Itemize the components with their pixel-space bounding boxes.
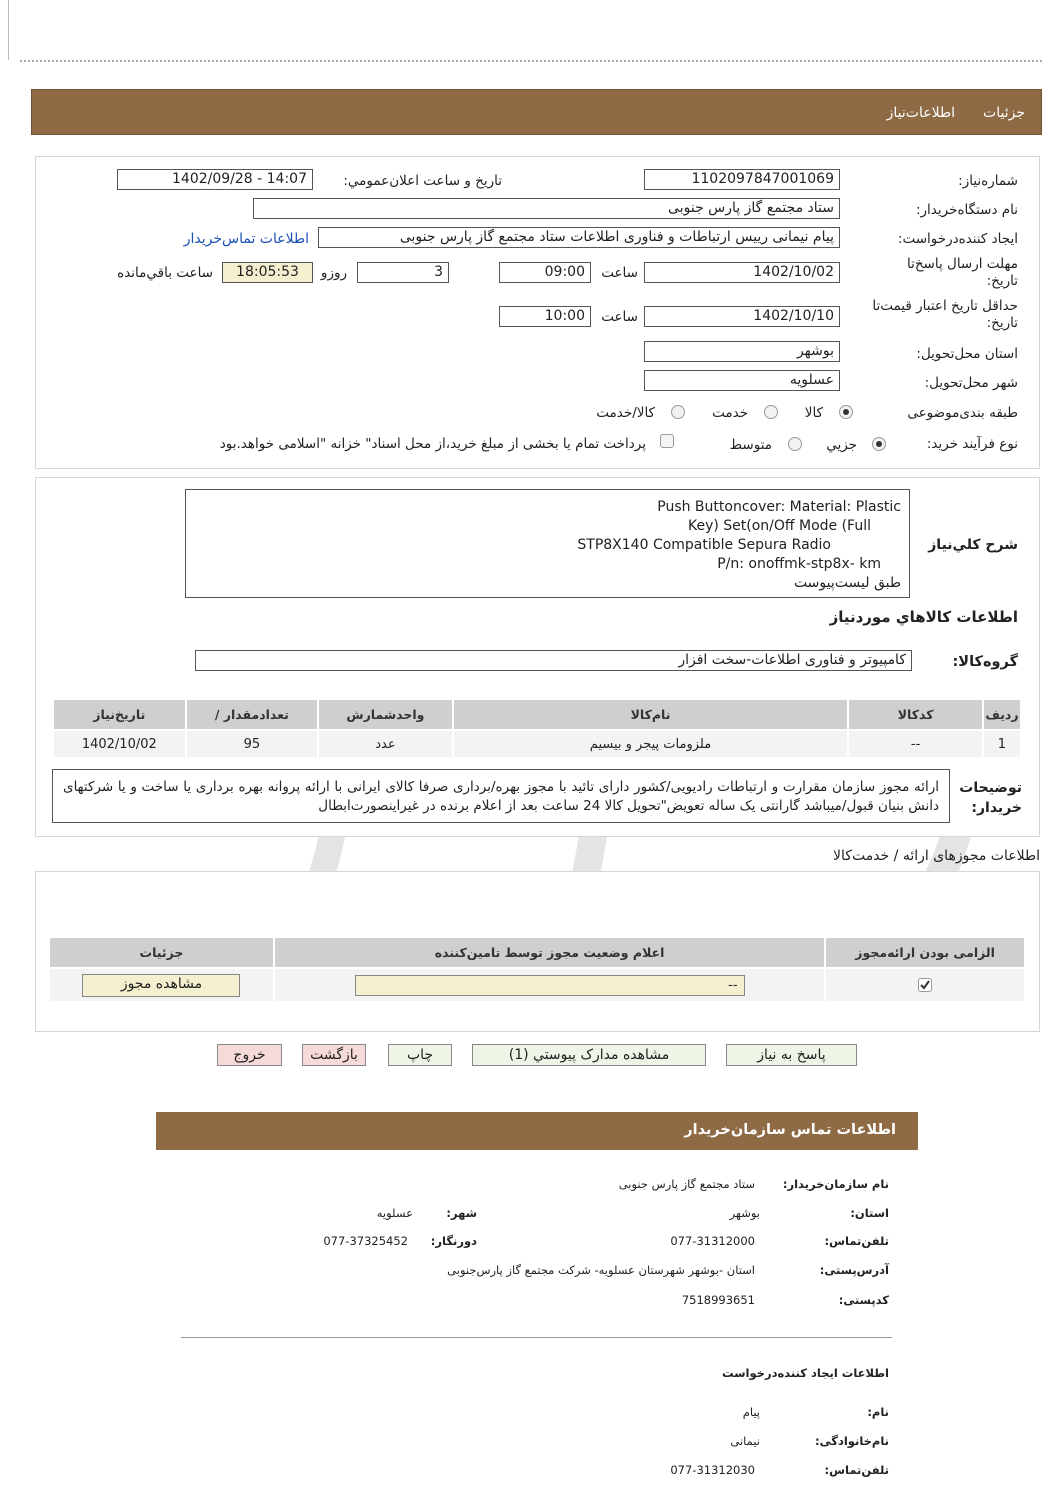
contact-header-bar xyxy=(156,1112,918,1150)
summary-line: طبق لیست‌پیوست xyxy=(793,575,901,591)
summary-line: Push Buttoncover: Material: Plastic xyxy=(657,499,901,515)
view-license-button[interactable]: مشاهده مجوز xyxy=(82,974,240,997)
attachments-button[interactable]: مشاهده مدارک پيوستي (1) xyxy=(472,1044,706,1066)
contact-title: اطلاعات تماس سازمان‌خريدار xyxy=(684,1122,896,1138)
creator-name-label: نام: xyxy=(867,1405,889,1419)
check-icon xyxy=(919,979,931,991)
summary-line: P/n: onoffmk-stp8x- km xyxy=(717,556,881,572)
col-qty: تعدادمقدار / xyxy=(187,700,318,729)
buyer-contact-link[interactable]: اطلاعات تماس‌خريدار xyxy=(183,231,309,247)
announce-date-label: تاريخ و ساعت اعلان‌عمومي: xyxy=(343,173,502,189)
creator-family-value: نیمانی xyxy=(730,1434,760,1448)
cell-qty: 95 xyxy=(187,731,318,757)
contact-address-value: استان -بوشهر شهرستان عسلویه- شرکت مجتمع گاز پارس‌جنوبی xyxy=(447,1263,755,1277)
deadline-time-field: 09:00 xyxy=(499,262,591,283)
contact-postal-label: کد‌پستی: xyxy=(838,1293,889,1307)
need-number-field: 1102097847001069 xyxy=(644,169,840,190)
contact-province-value: بوشهر xyxy=(729,1206,760,1220)
col-code: کدکالا xyxy=(849,700,982,729)
validity-label: حداقل تاريخ اعتبار قيمت‌تا تاريخ: xyxy=(872,298,1018,331)
back-button[interactable]: بازگشت xyxy=(302,1044,366,1066)
col-unit: واحدشمارش xyxy=(319,700,452,729)
contact-postal-value: 7518993651 xyxy=(681,1293,755,1307)
col-date: تاريخ‌نياز xyxy=(54,700,185,729)
license-required-checkbox[interactable] xyxy=(918,978,932,992)
contact-phone-value: 077-31312000 xyxy=(670,1234,755,1248)
cell-row: 1 xyxy=(984,731,1020,757)
remaining-time-field: 18:05:53 xyxy=(222,262,313,283)
page-header-bar xyxy=(31,89,1042,135)
col-license-status: اعلام وضعيت مجوز توسط تامين‌کننده xyxy=(275,938,824,967)
category-service-radio[interactable] xyxy=(764,405,778,419)
creator-name-value: پیام xyxy=(742,1405,760,1419)
goods-section-title: اطلاعات کالاهاي موردنياز xyxy=(829,608,1018,626)
validity-date-field: 1402/10/10 xyxy=(644,306,840,327)
buyer-org-field: ستاد مجتمع گاز پارس جنوبی xyxy=(253,198,840,219)
contact-divider xyxy=(181,1337,892,1338)
days-label: روزو xyxy=(320,265,347,281)
process-medium-radio[interactable] xyxy=(788,437,802,451)
category-goods-radio[interactable] xyxy=(839,405,853,419)
licenses-table xyxy=(48,936,1026,1003)
exit-button[interactable]: خروج xyxy=(217,1044,282,1066)
reply-button[interactable]: پاسخ به نياز xyxy=(726,1044,857,1066)
creator-section-title: اطلاعات ایجاد کننده‌درخواست xyxy=(722,1366,889,1380)
license-status-field: -- xyxy=(355,975,745,996)
cell-unit: عدد xyxy=(319,731,452,757)
cell-name: ملزومات پیجر و بیسیم xyxy=(454,731,848,757)
process-partial-label: جزيي xyxy=(826,437,857,453)
summary-box xyxy=(185,489,910,598)
cell-license-required xyxy=(826,969,1024,1001)
validity-time-label: ساعت xyxy=(601,309,638,325)
page-edge-line xyxy=(8,0,9,60)
goods-group-label: گروه‌کالا: xyxy=(952,654,1018,670)
contact-org-label: نام سازمان‌خريدار: xyxy=(782,1177,889,1191)
table-row xyxy=(50,969,1024,1001)
category-label: طبقه بندی‌موضوعی xyxy=(907,405,1018,421)
cell-license-status xyxy=(275,969,824,1001)
dotted-separator xyxy=(20,60,1042,62)
creator-label: ايجاد کننده‌درخواست: xyxy=(897,231,1018,247)
col-license-details: جزئيات xyxy=(50,938,273,967)
category-both-label: کالا/خدمت xyxy=(596,405,655,421)
contact-fax-value: 077-37325452 xyxy=(323,1234,408,1248)
buyer-notes-box: ارائه مجوز سازمان مقرارت و ارتباطات رادیویی/کشور دارای تائید با مجوز بهره/برداری صرفا کالای ایرانی با ارائه پروانه بهره برداری یا ساخت و یا شرکتهای دانش بنیان قبول/میباشد گارانتی یک ساله تعویض"تحویل کالا 24 ساعت بعد از اعلام برنده در غیراینصورت‌ابطال xyxy=(52,769,950,823)
contact-province-label: استان: xyxy=(850,1206,889,1220)
deadline-time-label: ساعت xyxy=(601,265,638,281)
buyer-org-label: نام دستگاه‌خريدار: xyxy=(915,202,1018,218)
validity-time-field: 10:00 xyxy=(499,306,591,327)
process-partial-radio[interactable] xyxy=(872,437,886,451)
summary-label: شرح کلي‌نياز xyxy=(928,537,1018,553)
city-label: شهر محل‌تحويل: xyxy=(924,375,1018,391)
province-field: بوشهر xyxy=(644,341,840,362)
need-number-label: شماره‌نياز: xyxy=(958,173,1018,189)
remaining-time-label: ساعت باقي‌مانده xyxy=(117,265,213,281)
deadline-date-field: 1402/10/02 xyxy=(644,262,840,283)
province-label: استان محل‌تحويل: xyxy=(916,346,1018,362)
days-field: 3 xyxy=(357,262,449,283)
summary-line: STP8X140 Compatible Sepura Radio xyxy=(577,537,831,553)
category-both-radio[interactable] xyxy=(671,405,685,419)
category-service-label: خدمت xyxy=(712,405,748,421)
contact-city-value: عسلویه xyxy=(376,1206,413,1220)
tab-need-info[interactable]: اطلاعات‌نياز xyxy=(886,105,955,121)
contact-org-value: ستاد مجتمع گاز پارس جنوبی xyxy=(618,1177,755,1191)
category-goods-label: کالا xyxy=(804,405,823,421)
process-label: نوع فرآيند خريد: xyxy=(926,436,1018,452)
creator-phone-value: 077-31312030 xyxy=(670,1463,755,1477)
deadline-label: مهلت ارسال پاسخ‌تا تاريخ: xyxy=(906,256,1018,289)
creator-field: پیام نیمانی رییس ارتباطات و فناوری اطلاعات ستاد مجتمع گاز پارس جنوبی xyxy=(318,227,840,248)
table-row xyxy=(54,731,1020,757)
col-row: رديف xyxy=(984,700,1020,729)
buyer-notes-label: توضيحات خريدار: xyxy=(959,780,1022,816)
print-button[interactable]: چاپ xyxy=(388,1044,452,1066)
creator-phone-label: تلفن‌تماس: xyxy=(824,1463,889,1477)
treasury-payment-checkbox[interactable] xyxy=(660,434,674,448)
city-field: عسلويه xyxy=(644,370,840,391)
contact-phone-label: تلفن‌تماس: xyxy=(824,1234,889,1248)
cell-license-details xyxy=(50,969,273,1001)
process-medium-label: متوسط xyxy=(729,437,772,453)
treasury-payment-note: پرداخت تمام يا بخشی از مبلغ خريد،از محل اسناد" خزانه "اسلامی خواهد.بود xyxy=(219,436,646,452)
goods-group-field: کامپیوتر و فناوری اطلاعات-سخت افزار xyxy=(195,650,912,671)
contact-address-label: آدرس‌پستی: xyxy=(819,1263,889,1277)
summary-line: Key) Set(on/Off Mode (Full xyxy=(687,518,871,534)
col-name: نام‌کالا xyxy=(454,700,848,729)
licenses-title: اطلاعات مجوزهای ارائه / خدمت‌کالا xyxy=(833,848,1040,864)
announce-date-field: 1402/09/28 - 14:07 xyxy=(117,169,313,190)
goods-table xyxy=(52,698,1022,759)
contact-city-label: شهر: xyxy=(446,1206,477,1220)
creator-family-label: نام‌خانوادگی: xyxy=(815,1434,889,1448)
cell-code: -- xyxy=(849,731,982,757)
cell-date: 1402/10/02 xyxy=(54,731,185,757)
contact-fax-label: دورنگار: xyxy=(430,1234,477,1248)
tab-details[interactable]: جزئيات xyxy=(983,105,1025,121)
col-license-required: الزامی بودن ارائه‌مجوز xyxy=(826,938,1024,967)
